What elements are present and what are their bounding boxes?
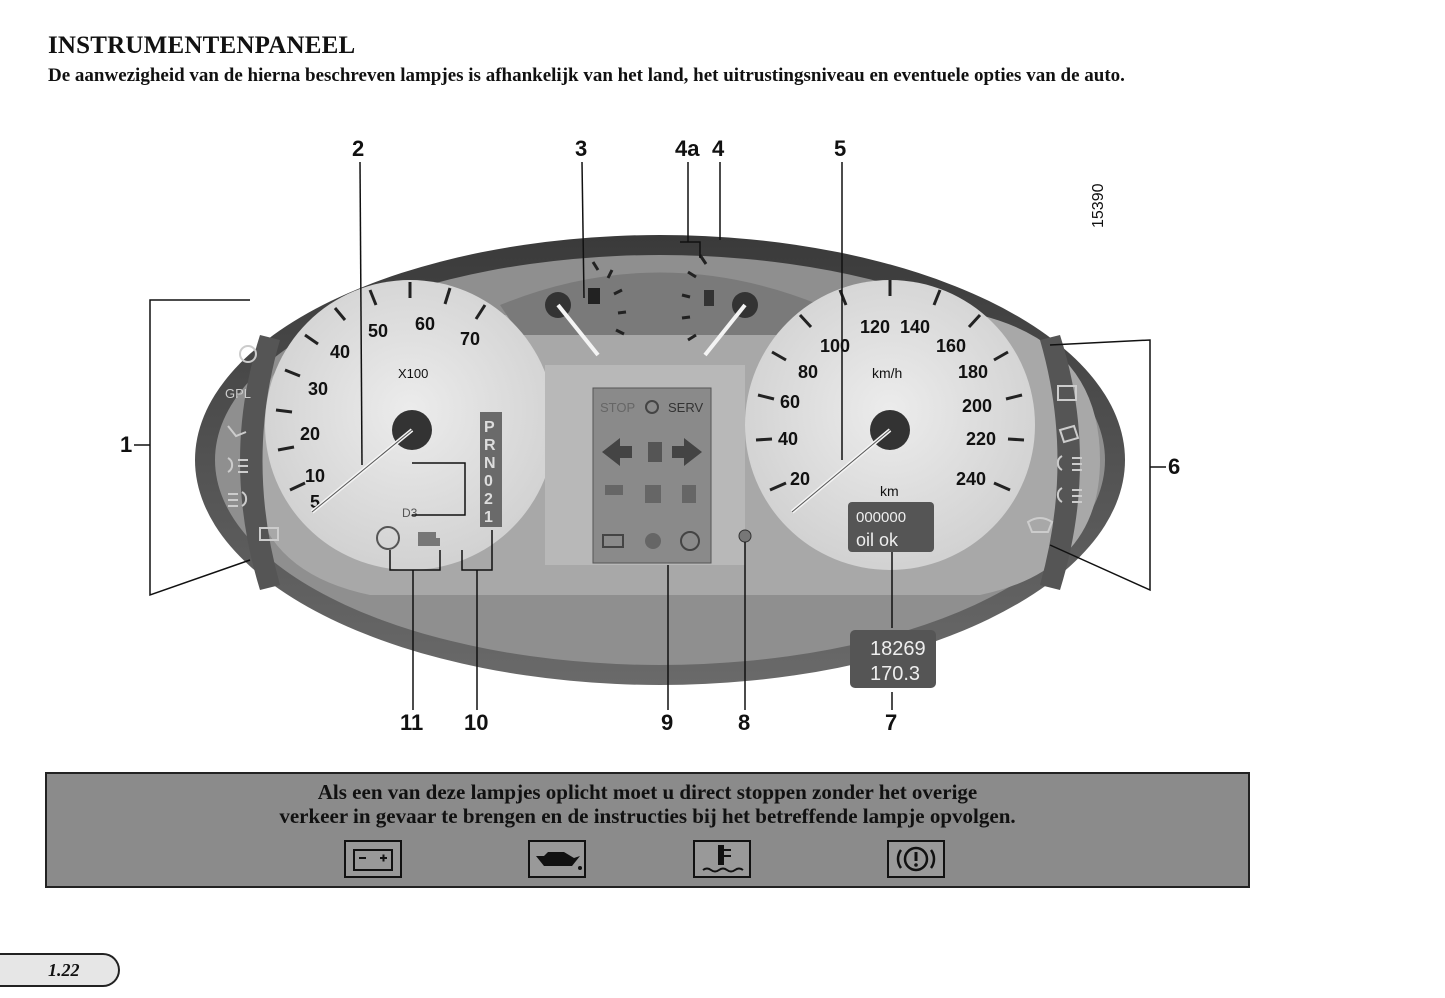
speed-tick-40: 40 [778,429,799,449]
speed-tick-240: 240 [956,469,987,489]
callout-6: 6 [1168,454,1181,479]
gear-2: 2 [484,491,493,508]
gear-1: 1 [484,509,493,526]
speed-tick-160: 160 [936,336,967,356]
speed-tick-100: 100 [820,336,851,356]
gear-0: 0 [484,473,493,490]
brake-icon [887,840,945,878]
warning-text-line-2: verkeer in gevaar te brengen en de instructies bij het betreffende lampje opvolgen. [279,804,1016,828]
callout-10: 10 [464,710,489,735]
speed-tick-140: 140 [900,317,931,337]
figure-ref-code: 15390 [1090,183,1107,228]
callout-4a: 4a [675,136,700,161]
speed-tick-60: 60 [780,392,801,412]
page-number-tab [0,953,120,987]
gear-r: R [484,437,496,454]
speed-tick-120: 120 [860,317,891,337]
tach-tick-60: 60 [415,314,436,334]
coolant-temperature-icon [693,840,751,878]
callout-11: 11 [400,710,424,735]
tach-tick-10: 10 [305,466,326,486]
warning-text-line-1: Als een van deze lampjes oplicht moet u direct stoppen zonder het overige [317,780,978,804]
display-bottom: oil ok [856,530,899,550]
tach-tick-40: 40 [330,342,351,362]
coolant-icon [704,290,714,306]
speed-tick-80: 80 [798,362,819,382]
gear-p: P [484,419,495,436]
page-number: 1.22 [48,960,80,980]
battery-icon [344,840,402,878]
center-warning-panel [545,365,745,565]
tach-tick-30: 30 [308,379,329,399]
indicator-lamp-8 [739,530,751,542]
speed-unit: km/h [872,365,903,381]
speedometer [745,280,1035,570]
tach-tick-5: 5 [310,492,321,512]
stop-label: STOP [600,400,636,415]
odometer-unit: km [880,483,899,499]
gear-n: N [484,455,496,472]
callout-8: 8 [738,710,751,735]
page-title: INSTRUMENTENPANEEL [48,32,356,59]
tach-tick-50: 50 [368,321,389,341]
callout-5: 5 [834,136,847,161]
trip-display [850,630,936,688]
callout-4: 4 [712,136,725,161]
display-top: 000000 [856,509,907,526]
speed-tick-180: 180 [958,362,989,382]
instrument-panel-figure [100,130,1220,750]
intro-text: De aanwezigheid van de hierna beschreven lampjes is afhankelijk van het land, het uitrustingsniveau en eventuele opties van de auto. [48,65,1125,86]
trip-line-1: 18269 [870,638,926,660]
callout-2: 2 [352,136,365,161]
speed-tick-220: 220 [966,429,997,449]
warning-text [47,780,1248,828]
callout-1: 1 [120,432,133,457]
serv-label: SERV [668,400,704,415]
gpl-label: GPL [225,386,252,401]
warning-box [45,772,1250,888]
fuel-lamp-icon [648,442,662,462]
speed-tick-200: 200 [962,396,993,416]
gear-indicator [480,412,502,527]
tach-tick-20: 20 [300,424,321,444]
trip-line-2: 170.3 [870,663,921,685]
tachometer [265,280,555,570]
callout-3: 3 [575,136,588,161]
callout-9: 9 [661,710,674,735]
fuel-pump-icon [588,288,600,304]
oil-pressure-icon [528,840,586,878]
speed-tick-20: 20 [790,469,811,489]
callout-7: 7 [885,710,898,735]
tach-tick-70: 70 [460,329,481,349]
auto-gear-label: D3 [402,506,418,520]
tach-unit: X100 [398,366,429,381]
